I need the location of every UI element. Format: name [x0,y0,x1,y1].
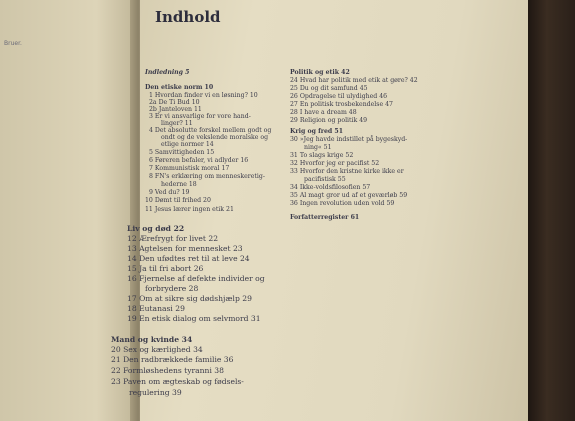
toc-entry: 7 Kommunistisk moral 17 [149,165,230,172]
toc-entry: 16 Fjernelse af defekte individer og [127,274,265,283]
toc-entry: 20 Sex og kærlighed 34 [111,345,203,354]
toc-entry: 24 Hvad har politik med etik at gøre? 42 [290,77,418,84]
toc-entry: 3 Er vi ansvarlige for vore hand- [149,113,251,120]
toc-entry: Politik og etik 42 [290,69,350,76]
toc-entry: 22 Formløshedens tyranni 38 [111,366,224,375]
toc-entry: 30 »Jeg havde indstillet på bygeskyd- [290,136,408,143]
toc-entry: 25 Du og dit samfund 45 [290,85,368,92]
toc-entry: 28 I have a dream 48 [290,109,357,116]
toc-entry: 36 Ingen revolution uden vold 59 [290,200,395,207]
toc-entry: etlige normer 14 [161,141,214,148]
toc-entry: Liv og død 22 [127,224,185,233]
toc-entry: 35 Al magt gror ud af et geværløb 59 [290,192,408,199]
toc-entry: Den etiske norm 10 [145,84,214,91]
toc-entry: ondt og de vekslende moralske og [161,134,269,141]
toc-entry: 14 Den ufødtes ret til at leve 24 [127,254,250,263]
toc-entry: regulering 39 [129,388,182,397]
toc-entry: 33 Hvorfor den kristne kirke ikke er [290,168,404,175]
toc-entry: 12 Ærefrygt for livet 22 [127,234,219,243]
toc-entry: linger? 11 [161,120,193,127]
toc-entry: 1 Hvordan finder vi en løsning? 10 [149,92,258,99]
toc-entry: forbrydere 28 [145,284,199,293]
toc-entry: 6 Føreren befaler, vi adlyder 16 [149,157,249,164]
toc-entry: Forfatterregister 61 [290,214,360,221]
toc-entry: 9 Ved du? 19 [149,189,190,196]
toc-entry: 31 To slags krige 52 [290,152,354,159]
left-page-ghost-text: Bruer. [4,40,22,47]
toc-entry: 18 Eutanasi 29 [127,304,185,313]
toc-entry: ning« 51 [304,144,332,151]
toc-entry: 11 Jesus lærer ingen etik 21 [145,206,234,213]
page-title: Indhold [155,8,221,26]
toc-entry: Indledning 5 [145,69,190,76]
toc-entry: 10 Dømt til frihed 20 [145,197,211,204]
toc-entry: Krig og fred 51 [290,128,344,135]
toc-entry: hederne 18 [161,181,197,188]
toc-entry: 27 En politisk trosbekendelse 47 [290,101,393,108]
toc-entry: Mand og kvinde 34 [111,335,193,344]
book-cover-edge [528,0,575,421]
toc-entry: 32 Hvorfor jeg er pacifist 52 [290,160,380,167]
toc-entry: 8 FN's erklæring om menneskeretig- [149,173,265,180]
toc-entry: pacifistisk 55 [304,176,346,183]
toc-entry: 34 Ikke-voldsfilosofien 57 [290,184,371,191]
toc-entry: 2a De Ti Bud 10 [149,99,200,106]
toc-entry: 2b Janteloven 11 [149,106,202,113]
toc-entry: 13 Agtelsen for mennesket 23 [127,244,243,253]
toc-entry: 17 Om at sikre sig dødshjælp 29 [127,294,252,303]
toc-entry: 23 Paven om ægteskab og fødsels- [111,377,244,386]
toc-entry: 19 En etisk dialog om selvmord 31 [127,314,261,323]
toc-entry: 4 Det absolutte forskel mellem godt og [149,127,272,134]
toc-entry: 15 Ja til fri abort 26 [127,264,204,273]
toc-entry: 26 Opdragelse til ulydighed 46 [290,93,388,100]
toc-entry: 5 Samvittigheden 15 [149,149,215,156]
toc-entry: 21 Den radbrækkede familie 36 [111,355,234,364]
toc-entry: 29 Religion og politik 49 [290,117,368,124]
